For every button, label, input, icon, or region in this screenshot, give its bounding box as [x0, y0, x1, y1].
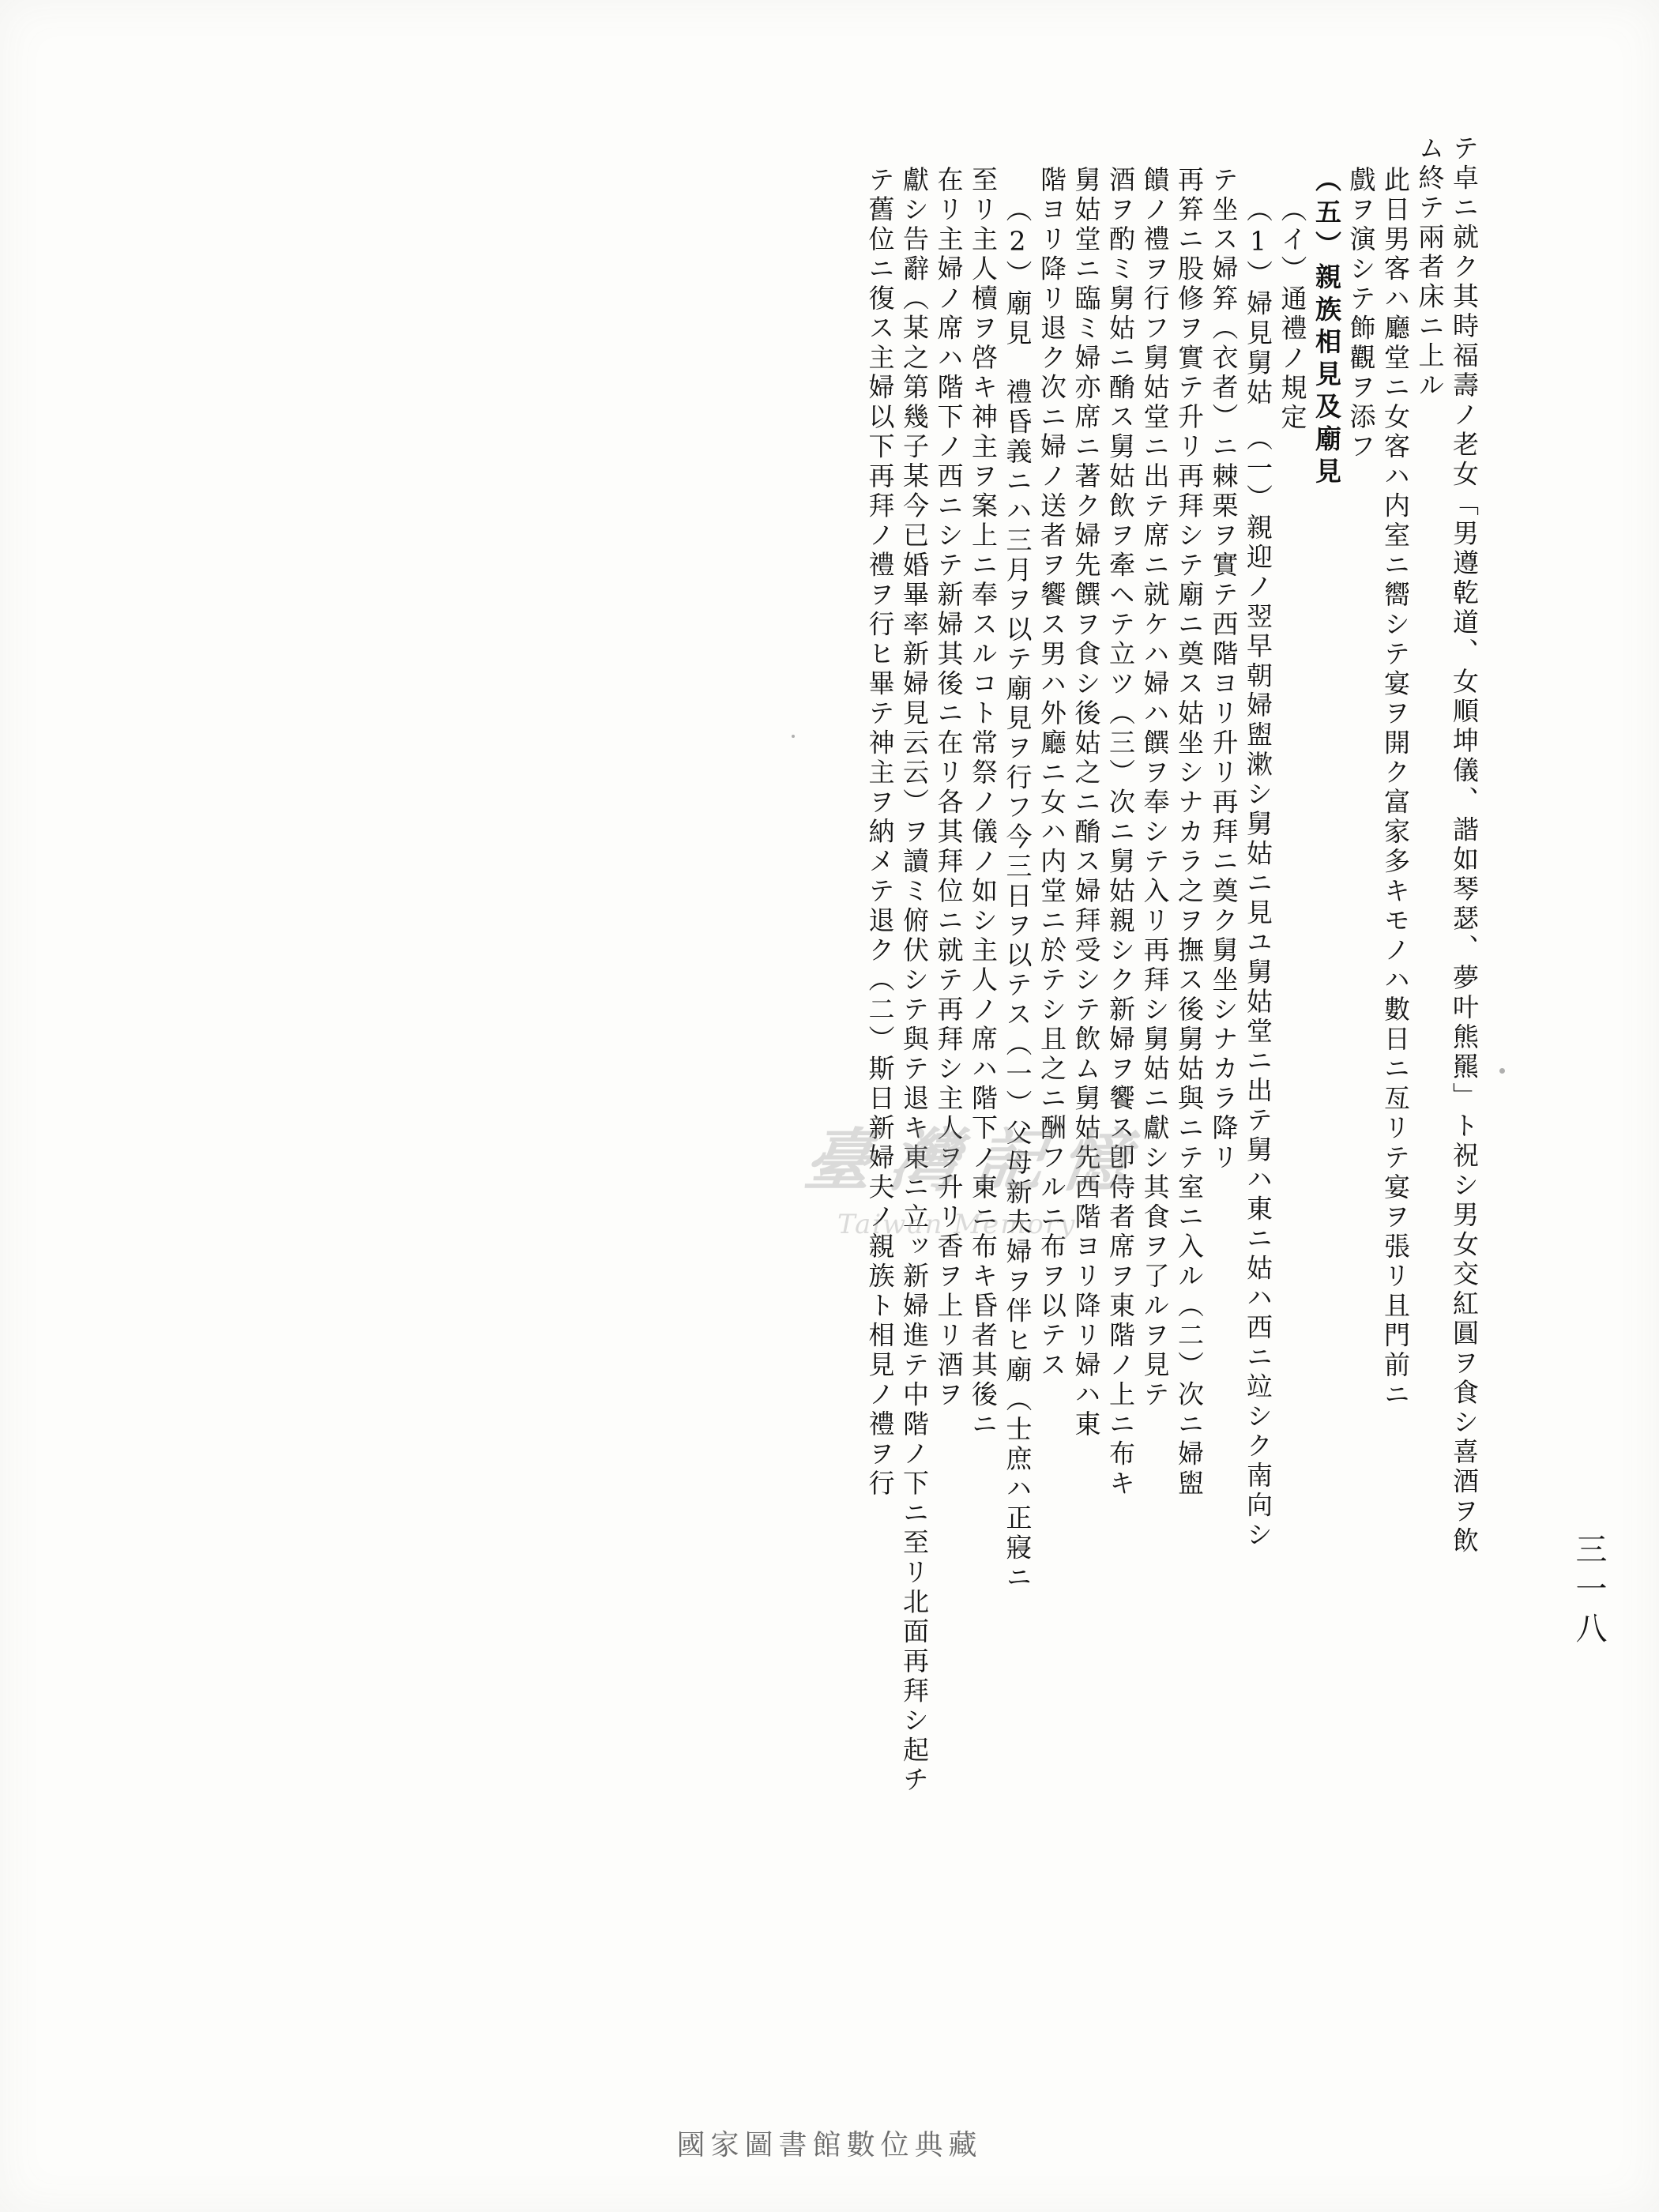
text-column: 再笲ニ股修ヲ實テ升リ再拜シテ廟ニ奠ス姑坐シナカラ之ヲ撫ス後舅姑與ニテ室ニ入ル（二）次ニ婦盥 [1174, 166, 1205, 1499]
text-column: 在リ主婦ノ席ハ階下ノ西ニシテ新婦其後ニ在リ各其拜位ニ就テ再拜シ主人ヲ升リ香ヲ上リ酒ヲ [933, 166, 965, 1410]
text-column: テ舊位ニ復ス主婦以下再拜ノ禮ヲ行ヒ畢テ神主ヲ納メテ退ク（二）斯日新婦夫ノ親族ト相見ノ禮ヲ行 [864, 166, 896, 1499]
text-column: 獻シ告辭（某之第幾子某今已婚畢率新婦見云云）ヲ讀ミ俯伏シテ與テ退キ東ニ立ッ新婦進テ中階ノ下ニ至リ北面再拜シ起チ [899, 166, 930, 1796]
library-archive-stamp: 國家圖書館數位典藏 [676, 2129, 983, 2161]
text-column: 此日男客ハ廳堂ニ女客ハ内室ニ嚮シテ宴ヲ開ク富家多キモノハ數日ニ亙リテ宴ヲ張リ且門前ニ [1380, 166, 1411, 1410]
text-column: 戲ヲ演シテ飾觀ヲ添フ [1345, 166, 1377, 462]
text-column: テ坐ス婦笲（衣者）ニ棘栗ヲ實テ西階ヨリ升リ再拜ニ奠ク舅坐シナカラ降リ [1208, 166, 1240, 1173]
watermark-latin-text: Taiwan Memory [837, 1209, 1077, 1240]
text-column: （2）廟見 禮昏義ニハ三月ヲ以テ廟見ヲ行フ今三日ヲ以テス（一）父母新夫婦ヲ伴ヒ廟（士庶ハ正寢ニ [1002, 196, 1033, 1593]
watermark-cjk-text: 臺灣記憶 [799, 1121, 1153, 1201]
text-column: 酒ヲ酌ミ舅姑ニ酳ス舅姑飲ヲ牽ヘテ立ツ（三）次ニ舅姑親シク新婦ヲ饗ス卽侍者席ヲ東階ノ上ニ布キ [1105, 166, 1136, 1499]
text-column: ム終テ兩者床ニ上ル [1414, 134, 1446, 401]
scan-speck [792, 735, 795, 738]
text-column: 饋ノ禮ヲ行フ舅姑堂ニ出テ席ニ就ケハ婦ハ饌ヲ奉シテ入リ再拜シ舅姑ニ獻シ其食ヲ了ルヲ見テ [1139, 166, 1171, 1410]
text-column: （1）婦見舅姑 （一）親迎ノ翌早朝婦盥漱シ舅姑ニ見ユ舅姑堂ニ出テ舅ハ東ニ姑ハ西ニ竝シク南向シ [1243, 196, 1273, 1551]
page-number: 三一八 [1571, 1533, 1607, 1651]
text-column: 舅姑堂ニ臨ミ婦亦席ニ著ク婦先饌ヲ食シ後姑之ニ酳ス婦拜受シテ飲ム舅姑先西階ヨリ降リ婦ハ東 [1070, 166, 1102, 1440]
scan-speck [1499, 1068, 1505, 1074]
vertical-text-block [142, 134, 1480, 2014]
subsection-heading-i: （イ）通禮ノ規定 [1277, 196, 1308, 433]
text-column: 階ヨリ降リ退ク次ニ婦ノ送者ヲ饗ス男ハ外廳ニ女ハ内堂ニ於テシ且之ニ酬フルニ布ヲ以テス [1036, 166, 1067, 1381]
text-column: テ卓ニ就ク其時福壽ノ老女「男遵乾道、女順坤儀、諧如琴瑟、夢叶熊羆」ト祝シ男女交紅圓ヲ食シ喜酒ヲ飲 [1449, 134, 1480, 1556]
text-column: 至リ主人櫝ヲ啓キ神主ヲ案上ニ奉スルコト常祭ノ儀ノ如シ主人ノ席ハ階下ノ東ニ布キ昏者其後ニ [968, 166, 999, 1440]
section-heading-5: （五）親族相見及廟見 [1311, 166, 1342, 490]
